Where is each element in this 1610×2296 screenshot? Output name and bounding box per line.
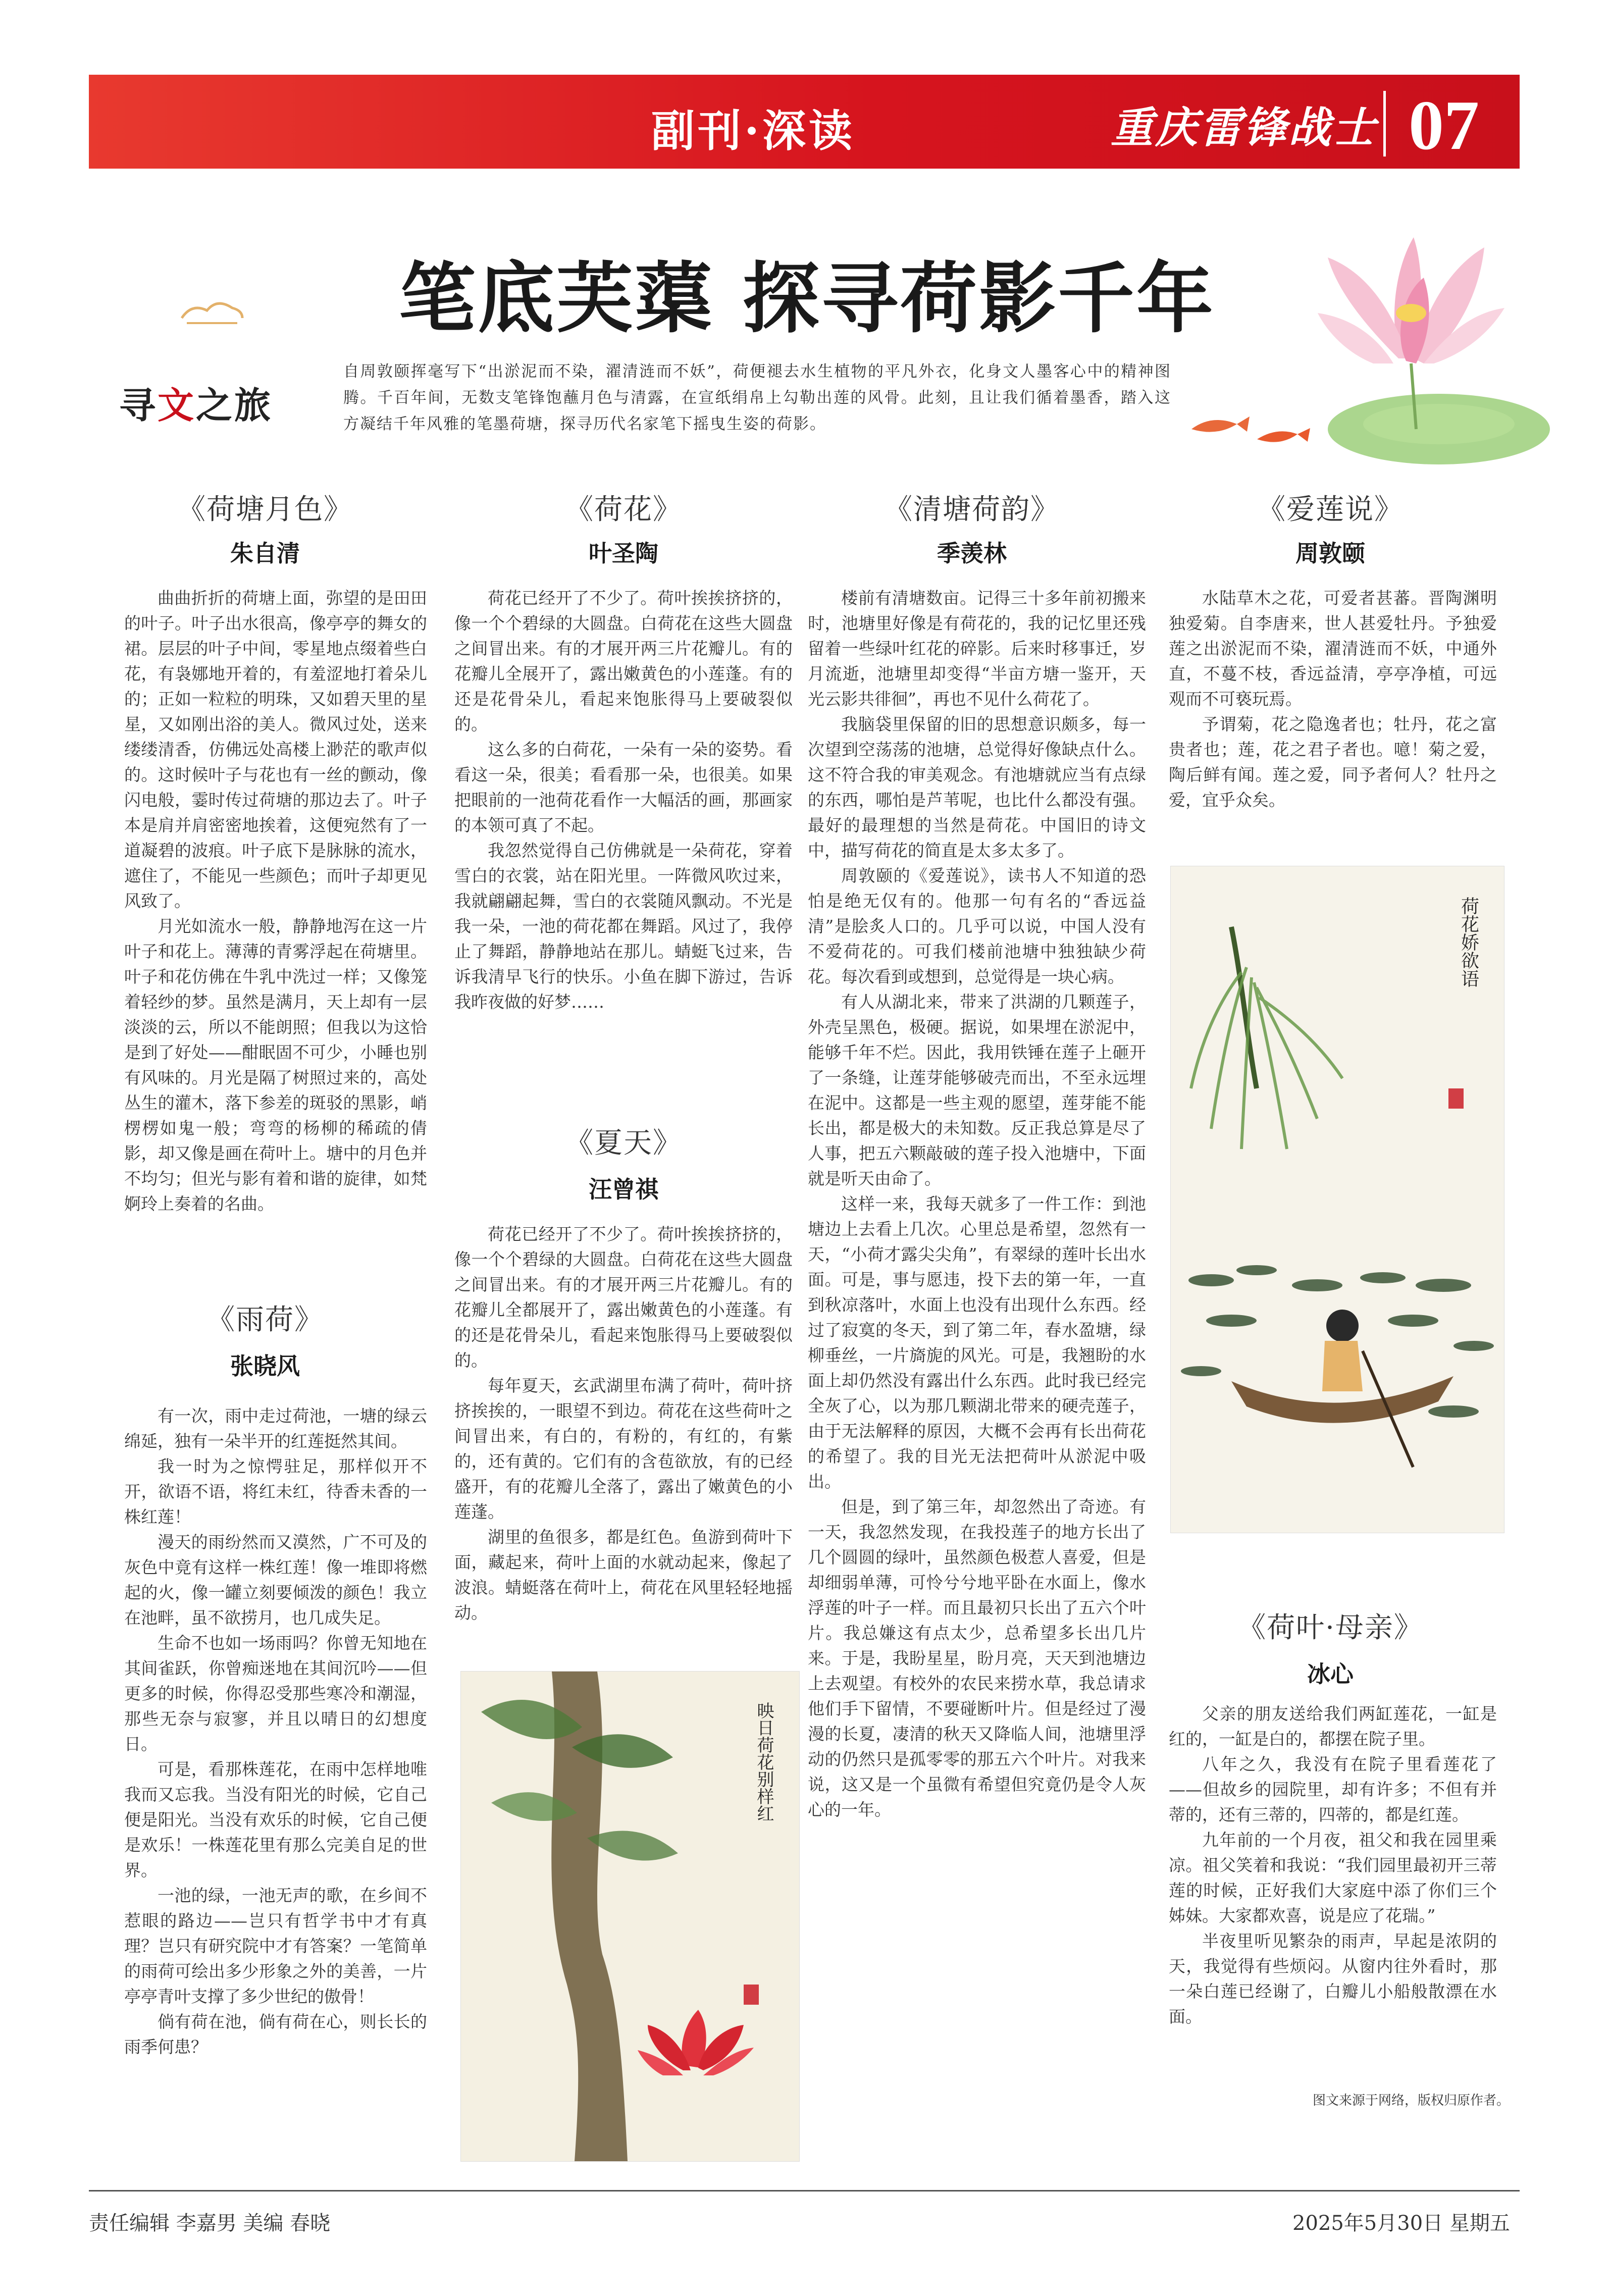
article-body xyxy=(1169,1701,1497,2029)
article-title: 《荷叶·母亲》 xyxy=(1237,1611,1423,1644)
article-author: 冰心 xyxy=(1307,1660,1354,1688)
paragraph: 这样一来，我每天就多了一件工作：到池塘边上去看上几次。心里总是希望，忽然有一天，“小荷才露尖尖角”，有翠绿的莲叶长出水面。可是，事与愿违，投下去的第一年，一直到秋凉落叶，水面上也没有出现什么东西。经过了寂寞的冬天，到了第二年，春水盈塘，绿柳垂丝，一片旖旎的风光。可是，我翘盼的水面上却仍然没有露出什么东西。此时我已经完全灰了心，以为那几颗湖北带来的硬壳莲子，由于无法解释的原因，大概不会再有长出荷花的希望了。我的目光无法把荷叶从淤泥中吸出。 xyxy=(808,1194,1146,1491)
intro-paragraph: 自周敦颐挥毫写下“出淤泥而不染，濯清涟而不妖”，荷便褪去水生植物的平凡外衣，化身文人墨客心中的精神图腾。千百年间，无数支笔锋饱蘸月色与清露，在宣纸绢帛上勾勒出莲的风骨。此刻，且让我们循着墨香，踏入这方凝结千年风雅的笔墨荷塘，探寻历代名家笔下摇曳生姿的荷影。 xyxy=(343,362,1171,433)
paragraph: 荷花已经开了不少了。荷叶挨挨挤挤的，像一个个碧绿的大圆盘。白荷花在这些大圆盘之间冒出来。有的才展开两三片花瓣儿。有的花瓣儿全展开了，露出嫩黄色的小莲蓬。有的还是花骨朵儿，看起来饱胀得马上要破裂似的。 xyxy=(454,588,793,734)
paragraph: 每年夏天，玄武湖里布满了荷叶，荷叶挤挤挨挨的，一眼望不到边。荷花在这些荷叶之间冒出来，有白的，有粉的，有红的，有紫的，还有黄的。它们有的含苞欲放，有的已经盛开，有的花瓣儿全落了，露出了嫩黄色的小莲蓬。 xyxy=(454,1376,793,1522)
article-author: 张晓风 xyxy=(230,1352,300,1380)
paragraph: 曲曲折折的荷塘上面，弥望的是田田的叶子。叶子出水很高，像亭亭的舞女的裙。层层的叶子中间，零星地点缀着些白花，有袅娜地开着的，有羞涩地打着朵儿的；正如一粒粒的明珠，又如碧天里的星星，又如刚出浴的美人。微风过处，送来缕缕清香，仿佛远处高楼上渺茫的歌声似的。这时候叶子与花也有一丝的颤动，像闪电般，霎时传过荷塘的那边去了。叶子本是肩并肩密密地挨着，这便宛然有了一道凝碧的波痕。叶子底下是脉脉的流水，遮住了，不能见一些颜色；而叶子却更见风致了。 xyxy=(124,588,427,911)
painting-inscription: 荷花娇欲语 xyxy=(1458,897,1479,987)
paragraph: 周敦颐的《爱莲说》，读书人不知道的恐怕是绝无仅有的。他那一句有名的“香远益清”是脍炙人口的。几乎可以说，中国人没有不爱荷花的。可我们楼前池塘中独独缺少荷花。每次看到或想到，总觉得是一块心病。 xyxy=(808,866,1146,986)
article-body xyxy=(454,586,793,1015)
article-title: 《爱莲说》 xyxy=(1257,493,1404,526)
paragraph: 湖里的鱼很多，都是红色。鱼游到荷叶下面，藏起来，荷叶上面的水就动起来，像起了波浪。蜻蜓落在荷叶上，荷花在风里轻轻地摇动。 xyxy=(454,1527,793,1623)
article-author: 季羡林 xyxy=(937,540,1007,567)
article-body xyxy=(124,1403,427,2060)
ink-painting-tree-lotus xyxy=(460,1671,800,2162)
paragraph: 水陆草木之花，可爱者甚蕃。晋陶渊明独爱菊。自李唐来，世人甚爱牡丹。予独爱莲之出淤泥而不染，濯清涟而不妖，中通外直，不蔓不枝，香远益清，亭亭净植，可远观而不可亵玩焉。 xyxy=(1169,588,1497,709)
paragraph: 倘有荷在池，倘有荷在心，则长长的雨季何患？ xyxy=(124,2012,427,2057)
koi-fish-decoration xyxy=(1171,394,1323,454)
article-body xyxy=(454,1222,793,1626)
headline: 笔底芙蕖 探寻荷影千年 xyxy=(399,254,1215,343)
masthead-divider xyxy=(1383,91,1386,156)
cloud-decoration xyxy=(177,293,247,328)
article-author: 汪曾祺 xyxy=(589,1176,658,1203)
image-credit: 图文来源于网络，版权归原作者。 xyxy=(1313,2093,1510,2108)
section-name: 副刊·深读 xyxy=(651,106,855,156)
painting-inscription: 映日荷花别样红 xyxy=(754,1702,774,1822)
footer-date: 2025年5月30日 星期五 xyxy=(1292,2212,1510,2235)
paragraph: 予谓菊，花之隐逸者也；牡丹，花之富贵者也；莲，花之君子者也。噫！菊之爱，陶后鲜有闻。莲之爱，同予者何人？牡丹之爱，宜乎众矣。 xyxy=(1169,714,1497,810)
article-title: 《夏天》 xyxy=(565,1127,682,1160)
paragraph: 漫天的雨纷然而又漠然，广不可及的灰色中竟有这样一株红莲！像一堆即将燃起的火，像一罐立刻要倾泼的颜色！我立在池畔，虽不欲捞月，也几成失足。 xyxy=(124,1532,427,1628)
page-number: 07 xyxy=(1409,86,1479,165)
paragraph: 一池的绿，一池无声的歌，在乡间不惹眼的路边——岂只有哲学书中才有真理？岂只有研究院中才有答案？一笔简单的雨荷可绘出多少形象之外的美善，一片亭亭青叶支撑了多少世纪的傲骨！ xyxy=(124,1886,427,2006)
article-author: 朱自清 xyxy=(230,540,300,567)
ink-painting-boat-lotus xyxy=(1170,866,1504,1533)
column-name-part: 之旅 xyxy=(196,384,273,427)
article-body xyxy=(124,586,427,1217)
paragraph: 我忽然觉得自己仿佛就是一朵荷花，穿着雪白的衣裳，站在阳光里。一阵微风吹过来，我就翩翩起舞，雪白的衣裳随风飘动。不光是我一朵，一池的荷花都在舞蹈。风过了，我停止了舞蹈，静静地站在那儿。蜻蜓飞过来，告诉我清早飞行的快乐。小鱼在脚下游过，告诉我昨夜做的好梦…… xyxy=(454,841,793,1012)
article-title: 《雨荷》 xyxy=(206,1303,324,1336)
paragraph: 半夜里听见繁杂的雨声，早起是浓阴的天，我觉得有些烦闷。从窗内往外看时，那一朵白莲已经谢了，白瓣儿小船般散漂在水面。 xyxy=(1169,1931,1497,2026)
paragraph: 有一次，雨中走过荷池，一塘的绿云绵延，独有一朵半开的红莲挺然其间。 xyxy=(124,1406,427,1451)
paragraph: 楼前有清塘数亩。记得三十多年前初搬来时，池塘里好像是有荷花的，我的记忆里还残留着一些绿叶红花的碎影。后来时移事迁，岁月流逝，池塘里却变得“半亩方塘一鉴开，天光云影共徘徊”，再也不见什么荷花了。 xyxy=(808,588,1146,709)
paragraph: 我一时为之惊愕驻足，那样似开不开，欲语不语，将红未红，待香未香的一株红莲！ xyxy=(124,1456,427,1527)
column-name xyxy=(119,376,273,429)
column-name-highlight: 文 xyxy=(158,384,196,427)
article-body xyxy=(1169,586,1497,813)
paper-name-logo: 重庆雷锋战士 xyxy=(1111,102,1378,152)
paragraph: 但是，到了第三年，却忽然出了奇迹。有一天，我忽然发现，在我投莲子的地方长出了几个圆圆的绿叶，虽然颜色极惹人喜爱，但是却细弱单薄，可怜兮兮地平卧在水面上，像水浮莲的叶子一样。而且最初只长出了五六个叶片。我总嫌这有点太少，总希望多长出几片来。于是，我盼星星，盼月亮，天天到池塘边上去观望。有校外的农民来捞水草，我总请求他们手下留情，不要碰断叶片。但是经过了漫漫的长夏，凄清的秋天又降临人间，池塘里浮动的仍然只是孤零零的那五六个叶片。对我来说，这又是一个虽微有希望但究竟仍是令人灰心的一年。 xyxy=(808,1497,1146,1819)
paragraph: 月光如流水一般，静静地泻在这一片叶子和花上。薄薄的青雾浮起在荷塘里。叶子和花仿佛在牛乳中洗过一样；又像笼着轻纱的梦。虽然是满月，天上却有一层淡淡的云，所以不能朗照；但我以为这恰是到了好处——酣眠固不可少，小睡也别有风味的。月光是隔了树照过来的，高处丛生的灌木，落下参差的斑驳的黑影，峭楞楞如鬼一般；弯弯的杨柳的稀疏的倩影，却又像是画在荷叶上。塘中的月色并不均匀；但光与影有着和谐的旋律，如梵婀玲上奏着的名曲。 xyxy=(124,916,427,1214)
paragraph: 这么多的白荷花，一朵有一朵的姿势。看看这一朵，很美；看看那一朵，也很美。如果把眼前的一池荷花看作一大幅活的画，那画家的本领可真了不起。 xyxy=(454,740,793,835)
article-title: 《荷塘月色》 xyxy=(177,493,353,526)
paragraph: 可是，看那株莲花，在雨中怎样地唯我而又忘我。当没有阳光的时候，它自己便是阳光。当没有欢乐的时候，它自己便是欢乐！一株莲花里有那么完美自足的世界。 xyxy=(124,1759,427,1880)
article-title: 《清塘荷韵》 xyxy=(884,493,1060,526)
article-body xyxy=(808,586,1146,1822)
column-name-part: 寻 xyxy=(119,384,158,427)
footer-editors: 责任编辑 李嘉男 美编 春晓 xyxy=(89,2212,331,2235)
article-author: 叶圣陶 xyxy=(589,540,658,567)
paragraph: 我脑袋里保留的旧的思想意识颇多，每一次望到空荡荡的池塘，总觉得好像缺点什么。这不符合我的审美观念。有池塘就应当有点绿的东西，哪怕是芦苇呢，也比什么都没有强。最好的最理想的当然是荷花。中国旧的诗文中，描写荷花的简直是太多太多了。 xyxy=(808,714,1146,860)
article-title: 《荷花》 xyxy=(565,493,682,526)
footer-divider xyxy=(89,2190,1520,2191)
paragraph: 父亲的朋友送给我们两缸莲花，一缸是红的，一缸是白的，都摆在院子里。 xyxy=(1169,1704,1497,1749)
paragraph: 有人从湖北来，带来了洪湖的几颗莲子，外壳呈黑色，极硬。据说，如果埋在淤泥中，能够千年不烂。因此，我用铁锤在莲子上砸开了一条缝，让莲芽能够破壳而出，不至永远埋在泥中。这都是一些主观的愿望，莲芽能不能长出，都是极大的未知数。反正我总算是尽了人事，把五六颗敲破的莲子投入池塘中，下面就是听天由命了。 xyxy=(808,992,1146,1188)
paragraph: 八年之久，我没有在院子里看莲花了——但故乡的园院里，却有许多；不但有并蒂的，还有三蒂的，四蒂的，都是红莲。 xyxy=(1169,1754,1497,1824)
paragraph: 生命不也如一场雨吗？你曾无知地在其间雀跃，你曾痴迷地在其间沉吟——但更多的时候，你得忍受那些寒冷和潮湿，那些无奈与寂寥，并且以晴日的幻想度日。 xyxy=(124,1633,427,1754)
paragraph: 荷花已经开了不少了。荷叶挨挨挤挤的，像一个个碧绿的大圆盘。白荷花在这些大圆盘之间冒出来。有的才展开两三片花瓣儿。有的花瓣儿全都展开了，露出嫩黄色的小莲蓬。有的还是花骨朵儿，看起来饱胀得马上要破裂似的。 xyxy=(454,1224,793,1370)
article-author: 周敦颐 xyxy=(1295,540,1365,567)
paragraph: 九年前的一个月夜，祖父和我在园里乘凉。祖父笑着和我说：“我们园里最初开三蒂莲的时候，正好我们大家庭中添了你们三个姊妹。大家都欢喜，说是应了花瑞。” xyxy=(1169,1830,1497,1925)
